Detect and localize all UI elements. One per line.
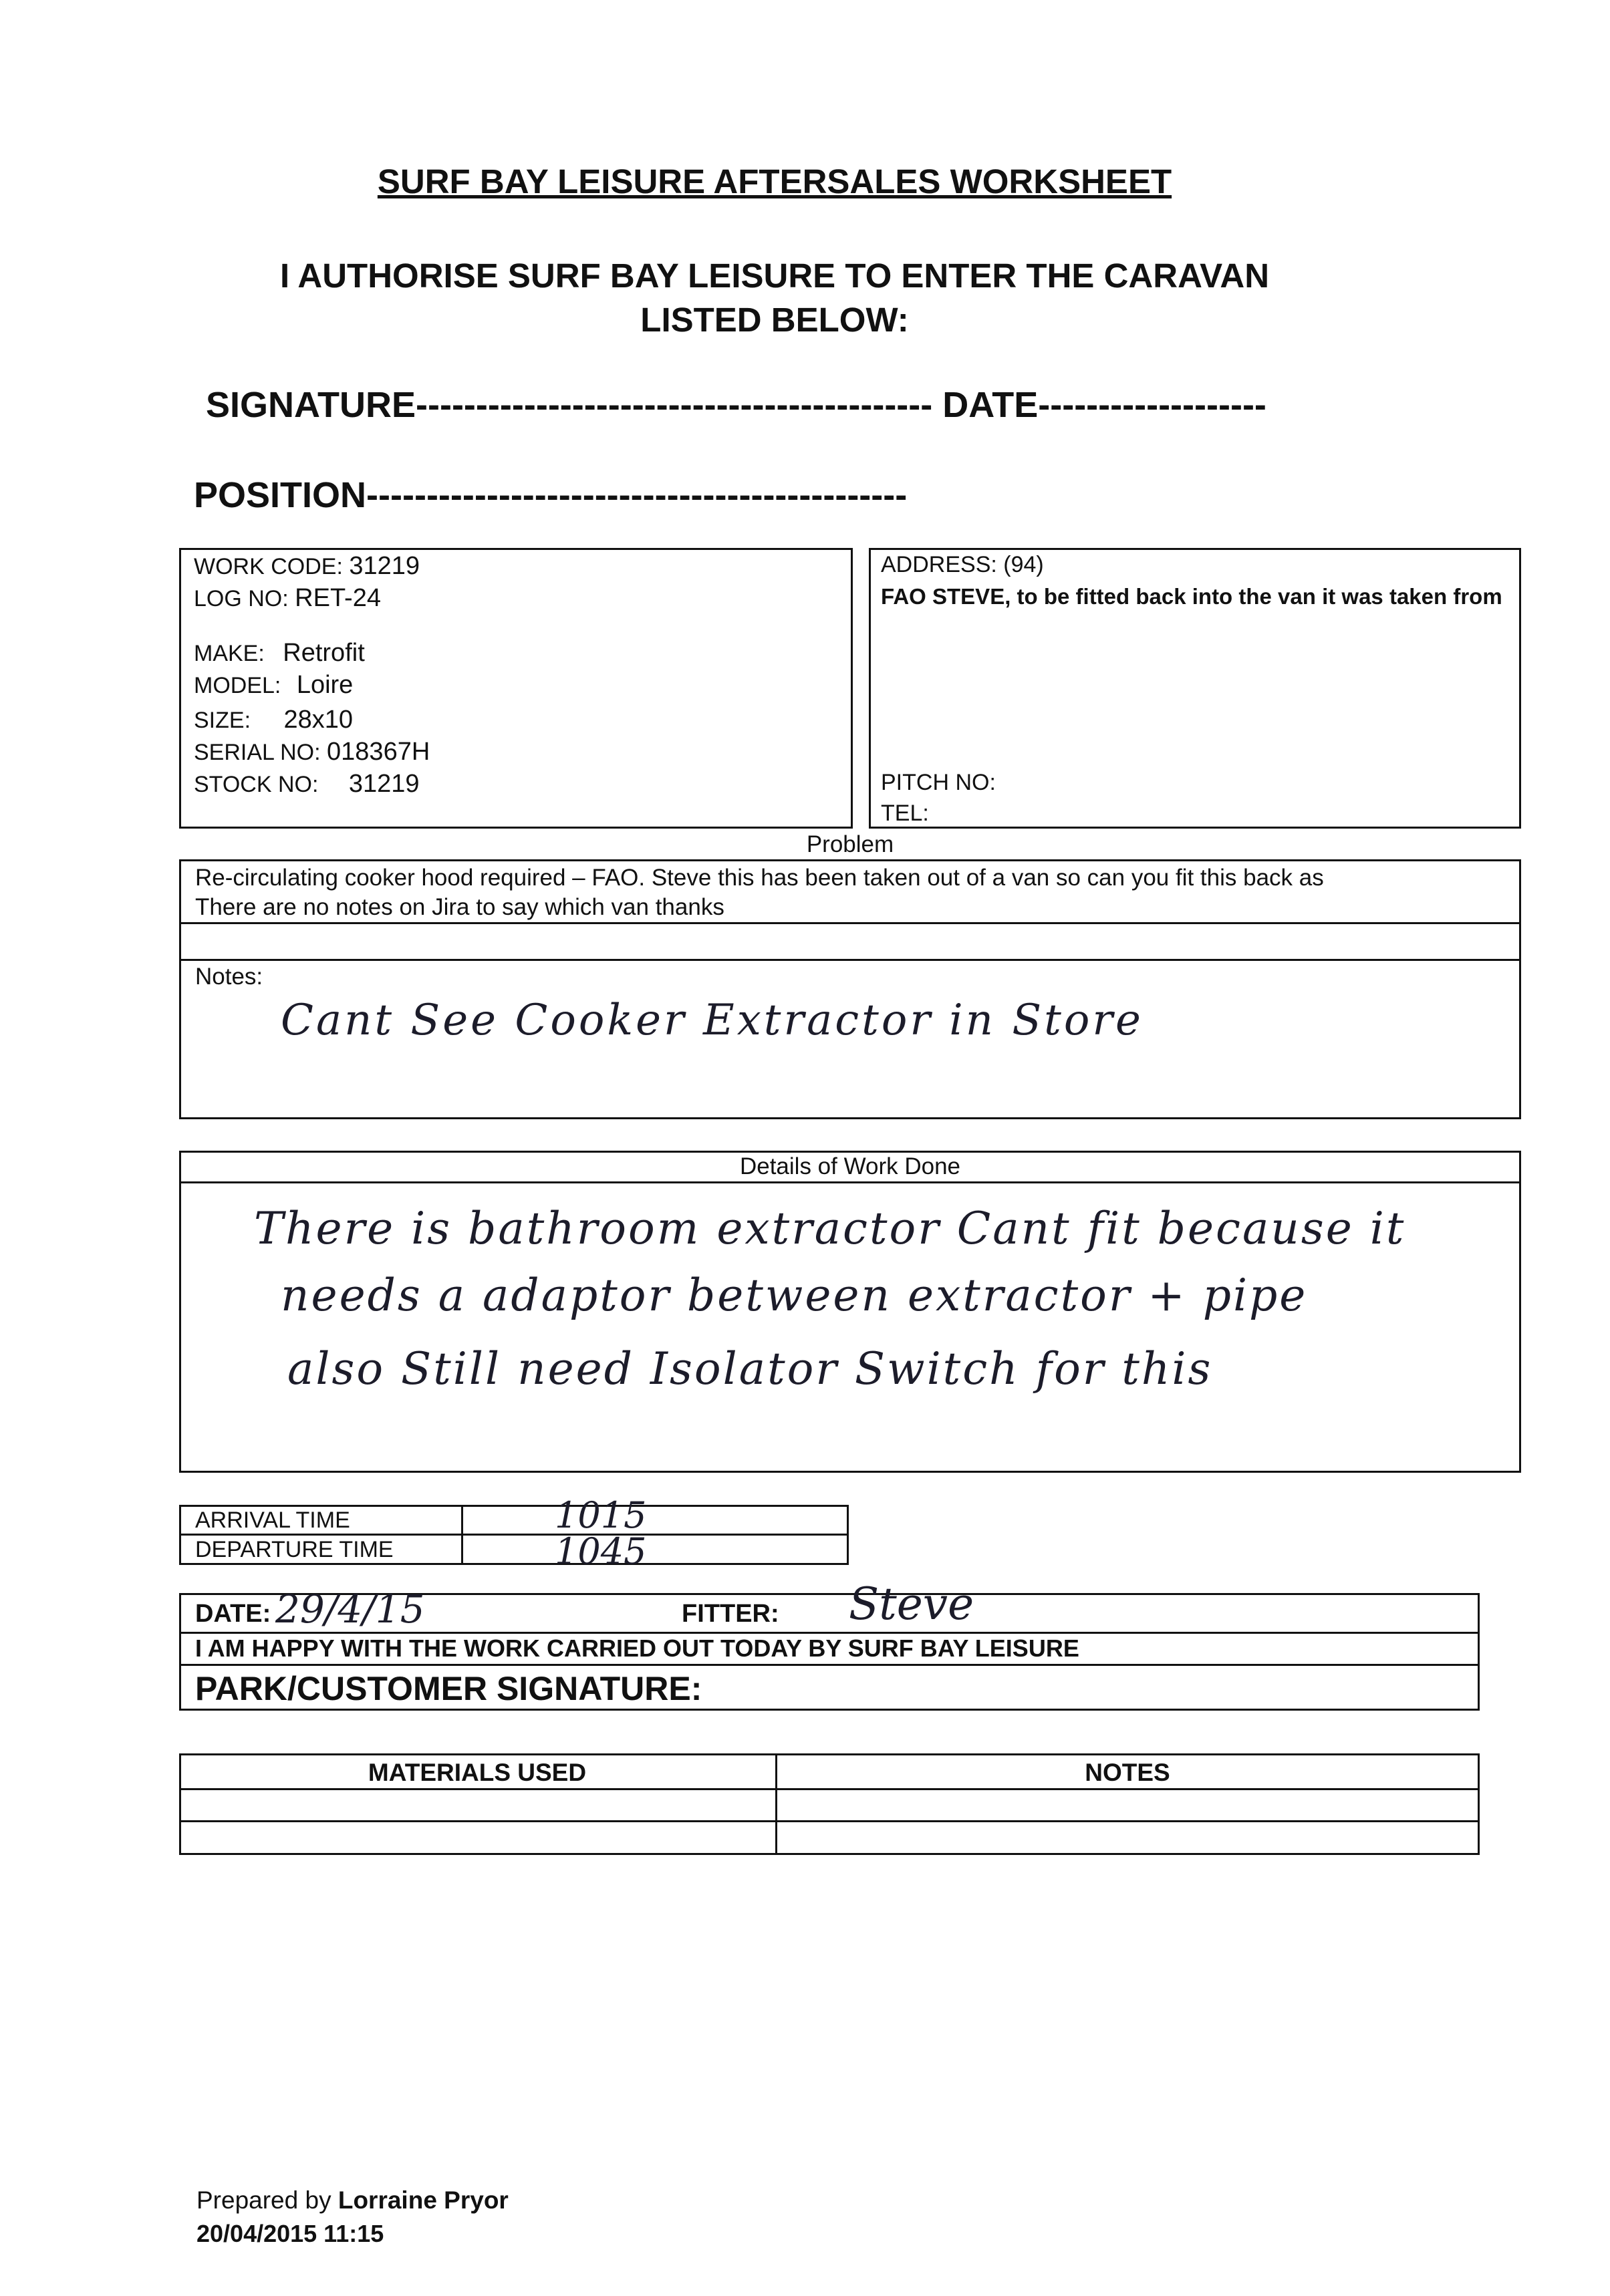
log-no-label: LOG NO:	[194, 586, 289, 611]
work-done-divider	[179, 1181, 1521, 1183]
prepared-by-name: Lorraine Pryor	[338, 2186, 509, 2214]
position-line: POSITION---------------------------------------------	[194, 475, 908, 515]
signoff-divider-2	[179, 1664, 1480, 1666]
stock-value: 31219	[348, 770, 420, 798]
problem-line-2: There are no notes on Jira to say which van thanks	[195, 894, 724, 920]
page-title: SURF BAY LEISURE AFTERSALES WORKSHEET	[377, 162, 1172, 200]
problem-text	[195, 863, 1324, 922]
authorisation-line-2: LISTED BELOW:	[640, 301, 909, 339]
customer-signature-label: PARK/CUSTOMER SIGNATURE:	[195, 1670, 702, 1707]
work-code-label: WORK CODE:	[194, 554, 343, 579]
times-row-divider	[179, 1534, 849, 1536]
work-done-line-1: There is bathroom extractor Cant fit because it	[254, 1203, 1406, 1254]
model-value: Loire	[296, 671, 354, 699]
address-label: ADDRESS: (94)	[881, 552, 1044, 577]
problem-heading: Problem	[806, 831, 894, 857]
materials-row-divider-1	[179, 1788, 1480, 1790]
work-done-heading: Details of Work Done	[739, 1153, 961, 1179]
work-code-value: 31219	[349, 552, 420, 580]
materials-notes-header: NOTES	[1085, 1759, 1170, 1786]
make-label: MAKE:	[194, 641, 265, 666]
size-label: SIZE:	[194, 708, 251, 733]
size-row	[194, 706, 353, 734]
times-col-divider	[461, 1505, 463, 1565]
log-no-row	[194, 584, 381, 613]
prepared-by	[196, 2186, 509, 2214]
serial-label: SERIAL NO:	[194, 740, 321, 765]
signoff-divider-1	[179, 1632, 1480, 1634]
prepared-by-prefix: Prepared by	[196, 2186, 338, 2214]
pitch-label: PITCH NO:	[881, 770, 996, 795]
work-done-line-3: also Still need Isolator Switch for this	[287, 1343, 1213, 1395]
fitter-value: Steve	[849, 1578, 974, 1630]
details-divider	[869, 548, 871, 829]
departure-time-label: DEPARTURE TIME	[195, 1537, 394, 1562]
signature-date-line: SIGNATURE------------------------------------------- DATE-------------------	[206, 385, 1266, 425]
work-done-line-2: needs a adaptor between extractor + pipe	[281, 1270, 1308, 1321]
notes-handwritten: Cant See Cooker Extractor in Store	[281, 996, 1144, 1045]
happy-statement: I AM HAPPY WITH THE WORK CARRIED OUT TODAY BY SURF BAY LEISURE	[195, 1634, 1079, 1662]
make-value: Retrofit	[283, 639, 365, 667]
stock-label: STOCK NO:	[194, 772, 319, 797]
tel-label: TEL:	[881, 801, 929, 826]
date-label: DATE:	[195, 1600, 271, 1628]
stock-row	[194, 770, 420, 799]
materials-used-header: MATERIALS USED	[368, 1759, 587, 1786]
departure-time-value: 1045	[555, 1530, 647, 1572]
materials-row-divider-2	[179, 1820, 1480, 1822]
date-value: 29/4/15	[275, 1586, 425, 1632]
make-row	[194, 639, 365, 668]
arrival-time-label: ARRIVAL TIME	[195, 1508, 350, 1533]
serial-row	[194, 738, 430, 766]
address-note: FAO STEVE, to be fitted back into the van it was taken from	[881, 584, 1502, 609]
problem-line-1: Re-circulating cooker hood required – FAO. Steve this has been taken out of a van so can you fit this back as	[195, 865, 1324, 891]
model-label: MODEL:	[194, 673, 281, 698]
problem-divider	[179, 922, 1521, 924]
fitter-label: FITTER:	[682, 1600, 779, 1628]
prepared-timestamp: 20/04/2015 11:15	[196, 2220, 384, 2247]
arrival-time-value: 1015	[555, 1494, 647, 1536]
notes-label: Notes:	[195, 964, 263, 990]
size-value: 28x10	[283, 706, 354, 734]
authorisation-line-1: I AUTHORISE SURF BAY LEISURE TO ENTER THE CARAVAN	[279, 257, 1270, 295]
model-row	[194, 671, 353, 700]
authorisation-statement	[0, 254, 1549, 342]
work-code-row	[194, 552, 420, 581]
serial-value: 018367H	[327, 738, 430, 766]
log-no-value: RET-24	[295, 584, 381, 612]
